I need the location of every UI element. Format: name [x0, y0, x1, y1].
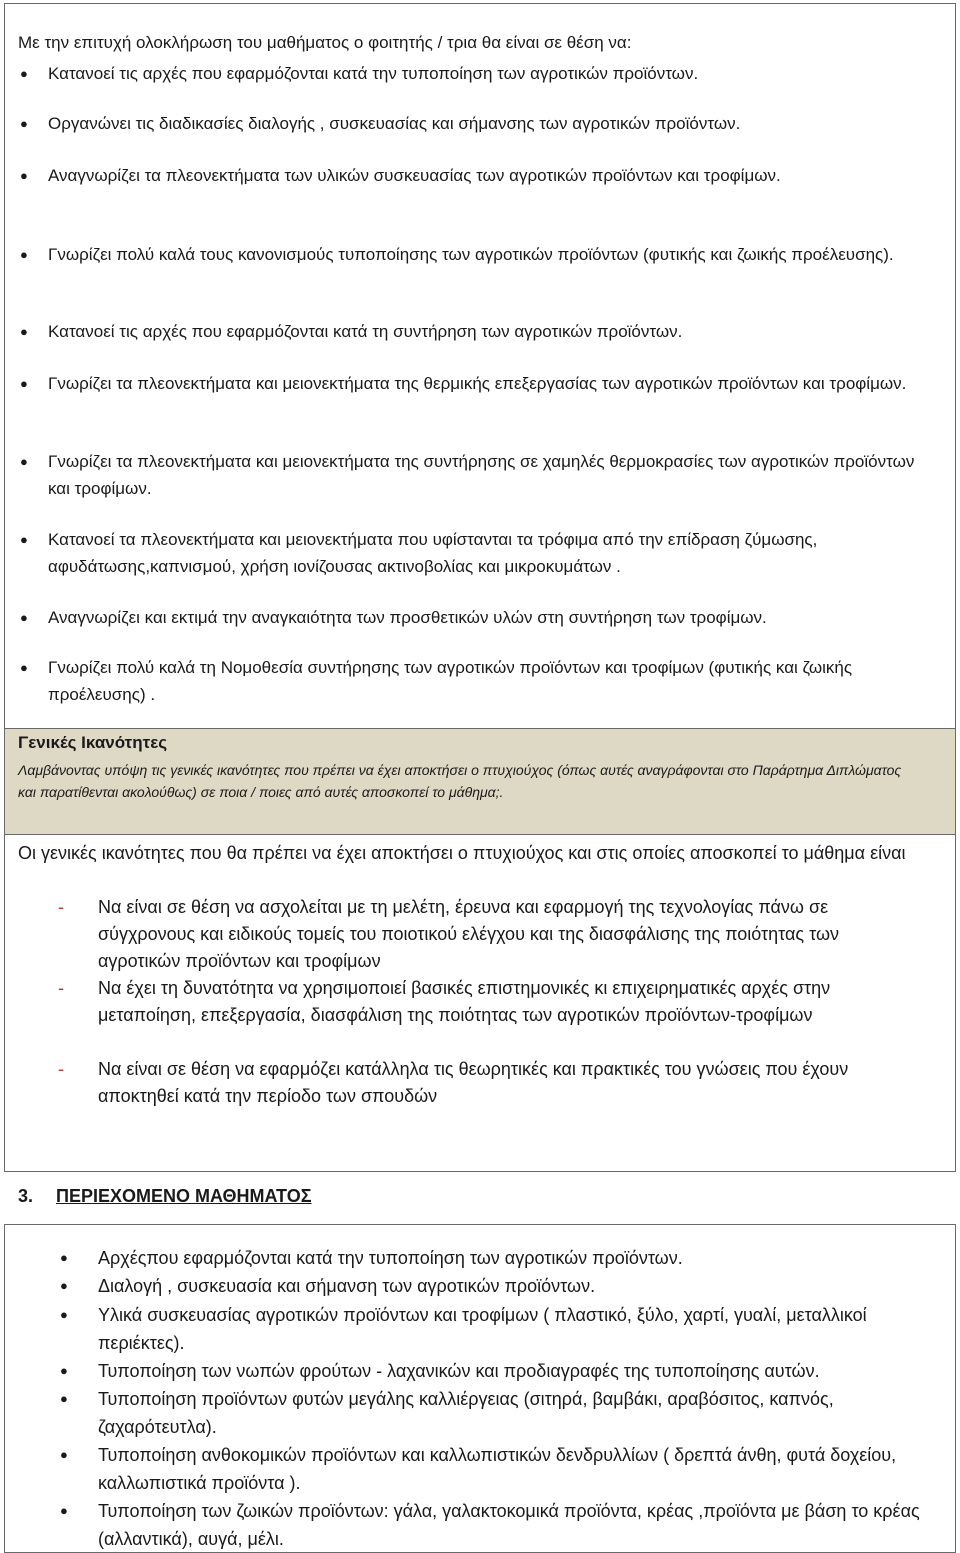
list-item: ● Κατανοεί τις αρχές που εφαρμόζονται κατά την τυποποίηση των αγροτικών προϊόντων. — [18, 60, 918, 87]
general-competences-note: Λαμβάνοντας υπόψη τις γενικές ικανότητες που πρέπει να έχει αποκτήσει ο πτυχιούχος (όπως αυτές αναγράφονται στο Παράρτημα Διπλώματος και παρατίθενται ακολούθως) σε ποια / ποιες από αυτές αποσκοπεί το μάθημα;. — [18, 762, 902, 800]
section-heading — [18, 1186, 312, 1207]
dash-icon: - — [58, 1059, 64, 1079]
general-competences-intro: Οι γενικές ικανότητες που θα πρέπει να έχει αποκτήσει ο πτυχιούχος και στις οποίες αποσκοπεί το μάθημα είναι — [18, 843, 906, 863]
section-number: 3. — [18, 1186, 34, 1206]
list-item: ● Τυποποίηση ανθοκομικών προϊόντων και καλλωπιστικών δενδρυλλίων ( δρεπτά άνθη, φυτά δοχείου, καλλωπιστικά προϊόντα ). — [60, 1441, 945, 1497]
list-item: ● Υλικά συσκευασίας αγροτικών προϊόντων και τροφίμων ( πλαστικό, ξύλο, χαρτί, γυαλί, μεταλλικοί περιέκτες). — [60, 1301, 945, 1357]
list-item: ● Κατανοεί τις αρχές που εφαρμόζονται κατά τη συντήρηση των αγροτικών προϊόντων. — [18, 318, 918, 345]
bullet-icon: ● — [20, 610, 28, 625]
list-item: ● Αρχέςπου εφαρμόζονται κατά την τυποποίηση των αγροτικών προϊόντων. — [60, 1244, 945, 1272]
list-item: - Να έχει τη δυνατότητα να χρησιμοποιεί βασικές επιστημονικές κι επιχειρηματικές αρχές στην μεταποίηση, επεξεργασία, διασφάλιση της ποιότητας των αγροτικών προϊόντων-τροφίμων — [58, 975, 918, 1029]
list-item: ● Γνωρίζει πολύ καλά τη Νομοθεσία συντήρησης των αγροτικών προϊόντων και τροφίμων (φυτικής και ζωικής προέλευσης) . — [18, 654, 918, 708]
bullet-icon: ● — [20, 66, 28, 81]
bullet-icon: ● — [20, 660, 28, 675]
list-item: ● Γνωρίζει τα πλεονεκτήματα και μειονεκτήματα της θερμικής επεξεργασίας των αγροτικών προϊόντων και τροφίμων. — [18, 370, 918, 397]
general-competences-title: Γενικές Ικανότητες — [18, 733, 168, 752]
list-item: ● Κατανοεί τα πλεονεκτήματα και μειονεκτήματα που υφίστανται τα τρόφιμα από την επίδραση ζύμωσης, αφυδάτωσης,καπνισμού, χρήση ιονίζουσας ακτινοβολίας και μικροκυμάτων . — [18, 526, 918, 580]
bullet-icon: ● — [20, 324, 28, 339]
list-item: ● Γνωρίζει τα πλεονεκτήματα και μειονεκτήματα της συντήρησης σε χαμηλές θερμοκρασίες των αγροτικών προϊόντων και τροφίμων. — [18, 448, 918, 502]
list-item: ● Οργανώνει τις διαδικασίες διαλογής , συσκευασίας και σήμανσης των αγροτικών προϊόντων. — [18, 110, 918, 137]
dash-icon: - — [58, 978, 64, 998]
bullet-icon: ● — [60, 1447, 68, 1462]
bullet-icon: ● — [60, 1503, 68, 1518]
bullet-icon: ● — [60, 1363, 68, 1378]
bullet-icon: ● — [20, 454, 28, 469]
list-item: ● Αναγνωρίζει τα πλεονεκτήματα των υλικών συσκευασίας των αγροτικών προϊόντων και τροφίμων. — [18, 162, 918, 189]
bullet-icon: ● — [20, 376, 28, 391]
list-item: ● Αναγνωρίζει και εκτιμά την αναγκαιότητα των προσθετικών υλών στη συντήρηση των τροφίμων. — [18, 604, 918, 631]
bullet-icon: ● — [20, 247, 28, 262]
bullet-icon: ● — [60, 1250, 68, 1265]
dash-icon: - — [58, 897, 64, 917]
list-item: ● Τυποποίηση προϊόντων φυτών μεγάλης καλλιέργειας (σιτηρά, βαμβάκι, αραβόσιτος, καπνός, ζαχαρότευτλα). — [60, 1385, 945, 1441]
list-item: ● Διαλογή , συσκευασία και σήμανση των αγροτικών προϊόντων. — [60, 1272, 945, 1300]
list-item: - Να είναι σε θέση να εφαρμόζει κατάλληλα τις θεωρητικές και πρακτικές του γνώσεις που έχουν αποκτηθεί κατά την περίοδο των σπουδών — [58, 1056, 918, 1110]
bullet-icon: ● — [20, 168, 28, 183]
list-item: ● Τυποποίηση των ζωικών προϊόντων: γάλα, γαλακτοκομικά προϊόντα, κρέας ,προϊόντα με βάση το κρέας (αλλαντικά), αυγά, μέλι. — [60, 1497, 945, 1553]
list-item: ● Γνωρίζει πολύ καλά τους κανονισμούς τυποποίησης των αγροτικών προϊόντων (φυτικής και ζωικής προέλευσης). — [18, 241, 918, 268]
list-item: ● Τυποποίηση των νωπών φρούτων - λαχανικών και προδιαγραφές της τυποποίησης αυτών. — [60, 1357, 945, 1385]
bullet-icon: ● — [60, 1307, 68, 1322]
list-item: - Να είναι σε θέση να ασχολείται με τη μελέτη, έρευνα και εφαρμογή της τεχνολογίας πάνω σε σύγχρονους και ειδικούς τομείς του ποιοτικού ελέγχου και της διασφάλισης της ποιότητας των αγροτικών προϊόντων και τροφίμων — [58, 894, 918, 975]
outcomes-intro: Με την επιτυχή ολοκλήρωση του μαθήματος ο φοιτητής / τρια θα είναι σε θέση να: — [18, 33, 632, 52]
bullet-icon: ● — [60, 1391, 68, 1406]
bullet-icon: ● — [60, 1278, 68, 1293]
bullet-icon: ● — [20, 116, 28, 131]
bullet-icon: ● — [20, 532, 28, 547]
section-title: ΠΕΡΙΕΧΟΜΕΝΟ ΜΑΘΗΜΑΤΟΣ — [56, 1186, 312, 1206]
